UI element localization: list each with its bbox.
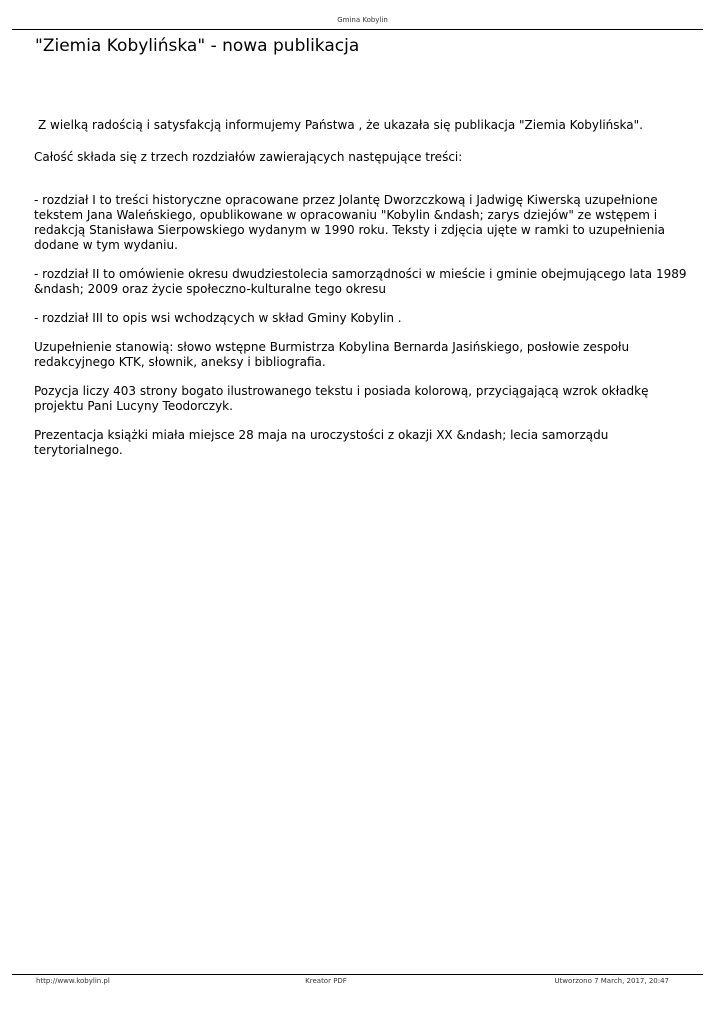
- article-body: [34, 118, 694, 472]
- header-divider: [12, 29, 703, 30]
- footer-generator: Kreator PDF: [305, 977, 347, 985]
- article-paragraph-chapter-2: - rozdział II to omówienie okresu dwudziestolecia samorządności w mieście i gminie obejmującego lata 1989 &ndash; 2009 oraz życie społeczno-kulturalne tego okresu: [34, 267, 687, 296]
- article-paragraph-chapter-3: - rozdział III to opis wsi wchodzących w skład Gminy Kobylin .: [34, 311, 402, 325]
- article-paragraph-pages: Pozycja liczy 403 strony bogato ilustrowanego tekstu i posiada kolorową, przyciągającą wzrok okładkę projektu Pani Lucyny Teodorczyk.: [34, 384, 649, 413]
- footer-url-link[interactable]: http://www.kobylin.pl: [36, 977, 110, 985]
- footer-divider: [12, 974, 703, 975]
- page-title: "Ziemia Kobylińska" - nowa publikacja: [35, 36, 360, 56]
- footer-created-date: Utworzono 7 March, 2017, 20:47: [554, 977, 669, 985]
- article-paragraph-presentation: Prezentacja książki miała miejsce 28 maja na uroczystości z okazji XX &ndash; lecia samorządu terytorialnego.: [34, 428, 609, 457]
- article-paragraph-intro: Z wielką radością i satysfakcją informujemy Państwa , że ukazała się publikacja "Ziemia Kobylińska".: [38, 118, 643, 132]
- article-paragraph-summary: Całość składa się z trzech rozdziałów zawierających następujące treści:: [34, 150, 463, 164]
- article-paragraph-chapter-1: - rozdział I to treści historyczne opracowane przez Jolantę Dworzczkową i Jadwigę Kiwerską uzupełnione tekstem Jana Waleńskiego, opublikowane w opracowaniu "Kobylin &ndash; zarys dziejów" ze wstępem i redakcją Stanisława Sierpowskiego wydanym w 1990 roku. Teksty i zdjęcia ujęte w ramki to uzupełnienia dodane w tym wydaniu.: [34, 193, 666, 252]
- article-paragraph-supplements: Uzupełnienie stanowią: słowo wstępne Burmistrza Kobylina Bernarda Jasińskiego, posłowie zespołu redakcyjnego KTK, słownik, aneksy i bibliografia.: [34, 340, 630, 369]
- page-header-site-name: Gmina Kobylin: [337, 16, 388, 24]
